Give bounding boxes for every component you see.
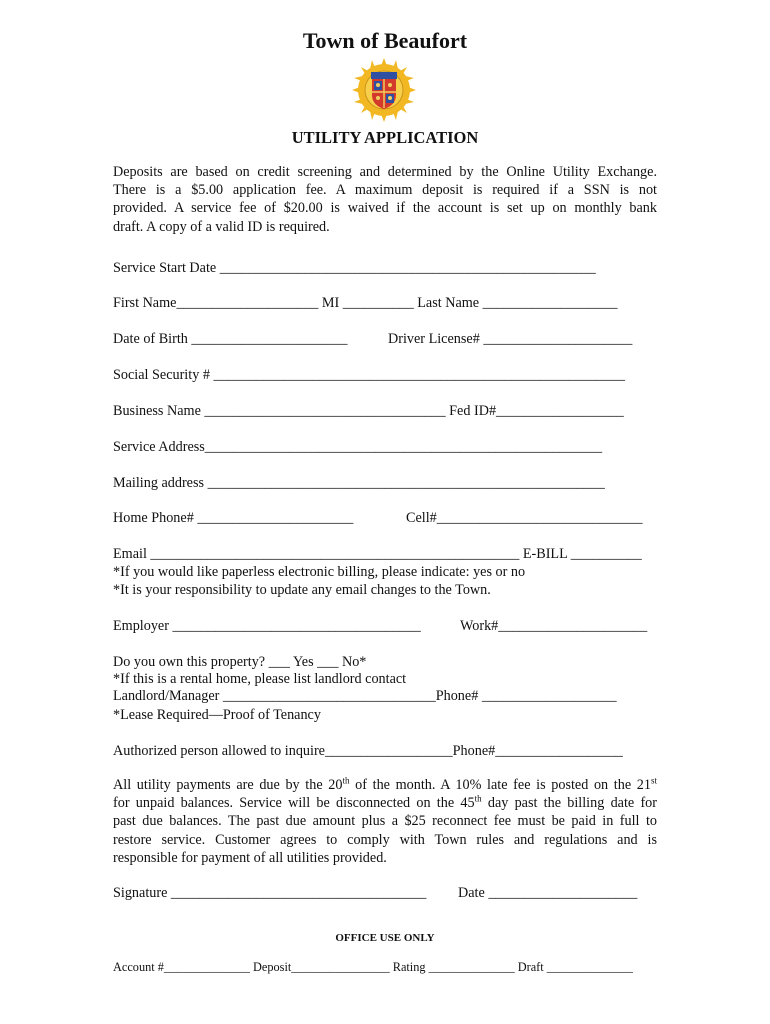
home-phone-field[interactable]: Home Phone# ______________________ bbox=[113, 510, 354, 526]
driver-license-field[interactable]: Driver License# _____________________ bbox=[388, 331, 633, 347]
town-seal-logo bbox=[351, 57, 417, 123]
form-subtitle: UTILITY APPLICATION bbox=[291, 128, 479, 147]
mailing-address-field[interactable]: Mailing address ________________________________________________________ bbox=[113, 475, 605, 491]
payment-line: for unpaid balances. Service will be disconnected on the 45th day past the billing date for bbox=[113, 793, 657, 812]
date-field[interactable]: Date _____________________ bbox=[458, 885, 638, 901]
email-note: *It is your responsibility to update any email changes to the Town. bbox=[113, 582, 491, 598]
work-phone-field[interactable]: Work#_____________________ bbox=[460, 618, 648, 634]
payment-line: past due balances. The past due amount plus a $25 reconnect fee must be paid in full to bbox=[113, 813, 657, 830]
name-fields[interactable]: First Name____________________ MI __________ Last Name ___________________ bbox=[113, 295, 618, 311]
intro-line: provided. A service fee of $20.00 is waived if the account is set up on monthly bank bbox=[113, 200, 657, 217]
email-field[interactable]: Email ____________________________________________________ E-BILL __________ bbox=[113, 546, 642, 562]
intro-paragraph bbox=[113, 163, 657, 236]
signature-field[interactable]: Signature ____________________________________ bbox=[113, 885, 427, 901]
payment-line: responsible for payment of all utilities provided. bbox=[113, 849, 387, 866]
intro-line: draft. A copy of a valid ID is required. bbox=[113, 218, 330, 235]
payment-terms-paragraph bbox=[113, 776, 657, 867]
office-use-fields: Account #______________ Deposit________________ Rating ______________ Draft ______________ bbox=[113, 960, 633, 974]
employer-field[interactable]: Employer ___________________________________ bbox=[113, 618, 421, 634]
cell-phone-field[interactable]: Cell#_____________________________ bbox=[406, 510, 643, 526]
page-title: Town of Beaufort bbox=[302, 28, 468, 53]
payment-line: All utility payments are due by the 20th of the month. A 10% late fee is posted on the 21st bbox=[113, 775, 657, 793]
service-address-field[interactable]: Service Address________________________________________________________ bbox=[113, 439, 603, 455]
social-security-field[interactable]: Social Security # __________________________________________________________ bbox=[113, 367, 625, 383]
authorized-person-field[interactable]: Authorized person allowed to inquire__________________Phone#__________________ bbox=[113, 743, 623, 759]
landlord-field[interactable]: Landlord/Manager ______________________________Phone# ___________________ bbox=[113, 688, 617, 704]
email-note: *If you would like paperless electronic billing, please indicate: yes or no bbox=[113, 564, 526, 580]
business-name-field[interactable]: Business Name __________________________________ Fed ID#__________________ bbox=[113, 403, 624, 419]
date-of-birth-field[interactable]: Date of Birth ______________________ bbox=[113, 331, 348, 347]
own-property-question[interactable]: Do you own this property? ___ Yes ___ No* bbox=[113, 654, 367, 670]
payment-line: restore service. Customer agrees to comply with Town rules and regulations and is bbox=[113, 831, 657, 848]
service-start-date-field[interactable]: Service Start Date _____________________________________________________ bbox=[113, 260, 596, 276]
rental-note: *If this is a rental home, please list landlord contact bbox=[113, 671, 407, 687]
intro-line: Deposits are based on credit screening and determined by the Online Utility Exchange. bbox=[113, 164, 657, 180]
lease-note: *Lease Required—Proof of Tenancy bbox=[113, 707, 321, 723]
intro-line: There is a $5.00 application fee. A maximum deposit is required if a SSN is not bbox=[113, 182, 657, 199]
office-use-heading: OFFICE USE ONLY bbox=[335, 932, 435, 944]
